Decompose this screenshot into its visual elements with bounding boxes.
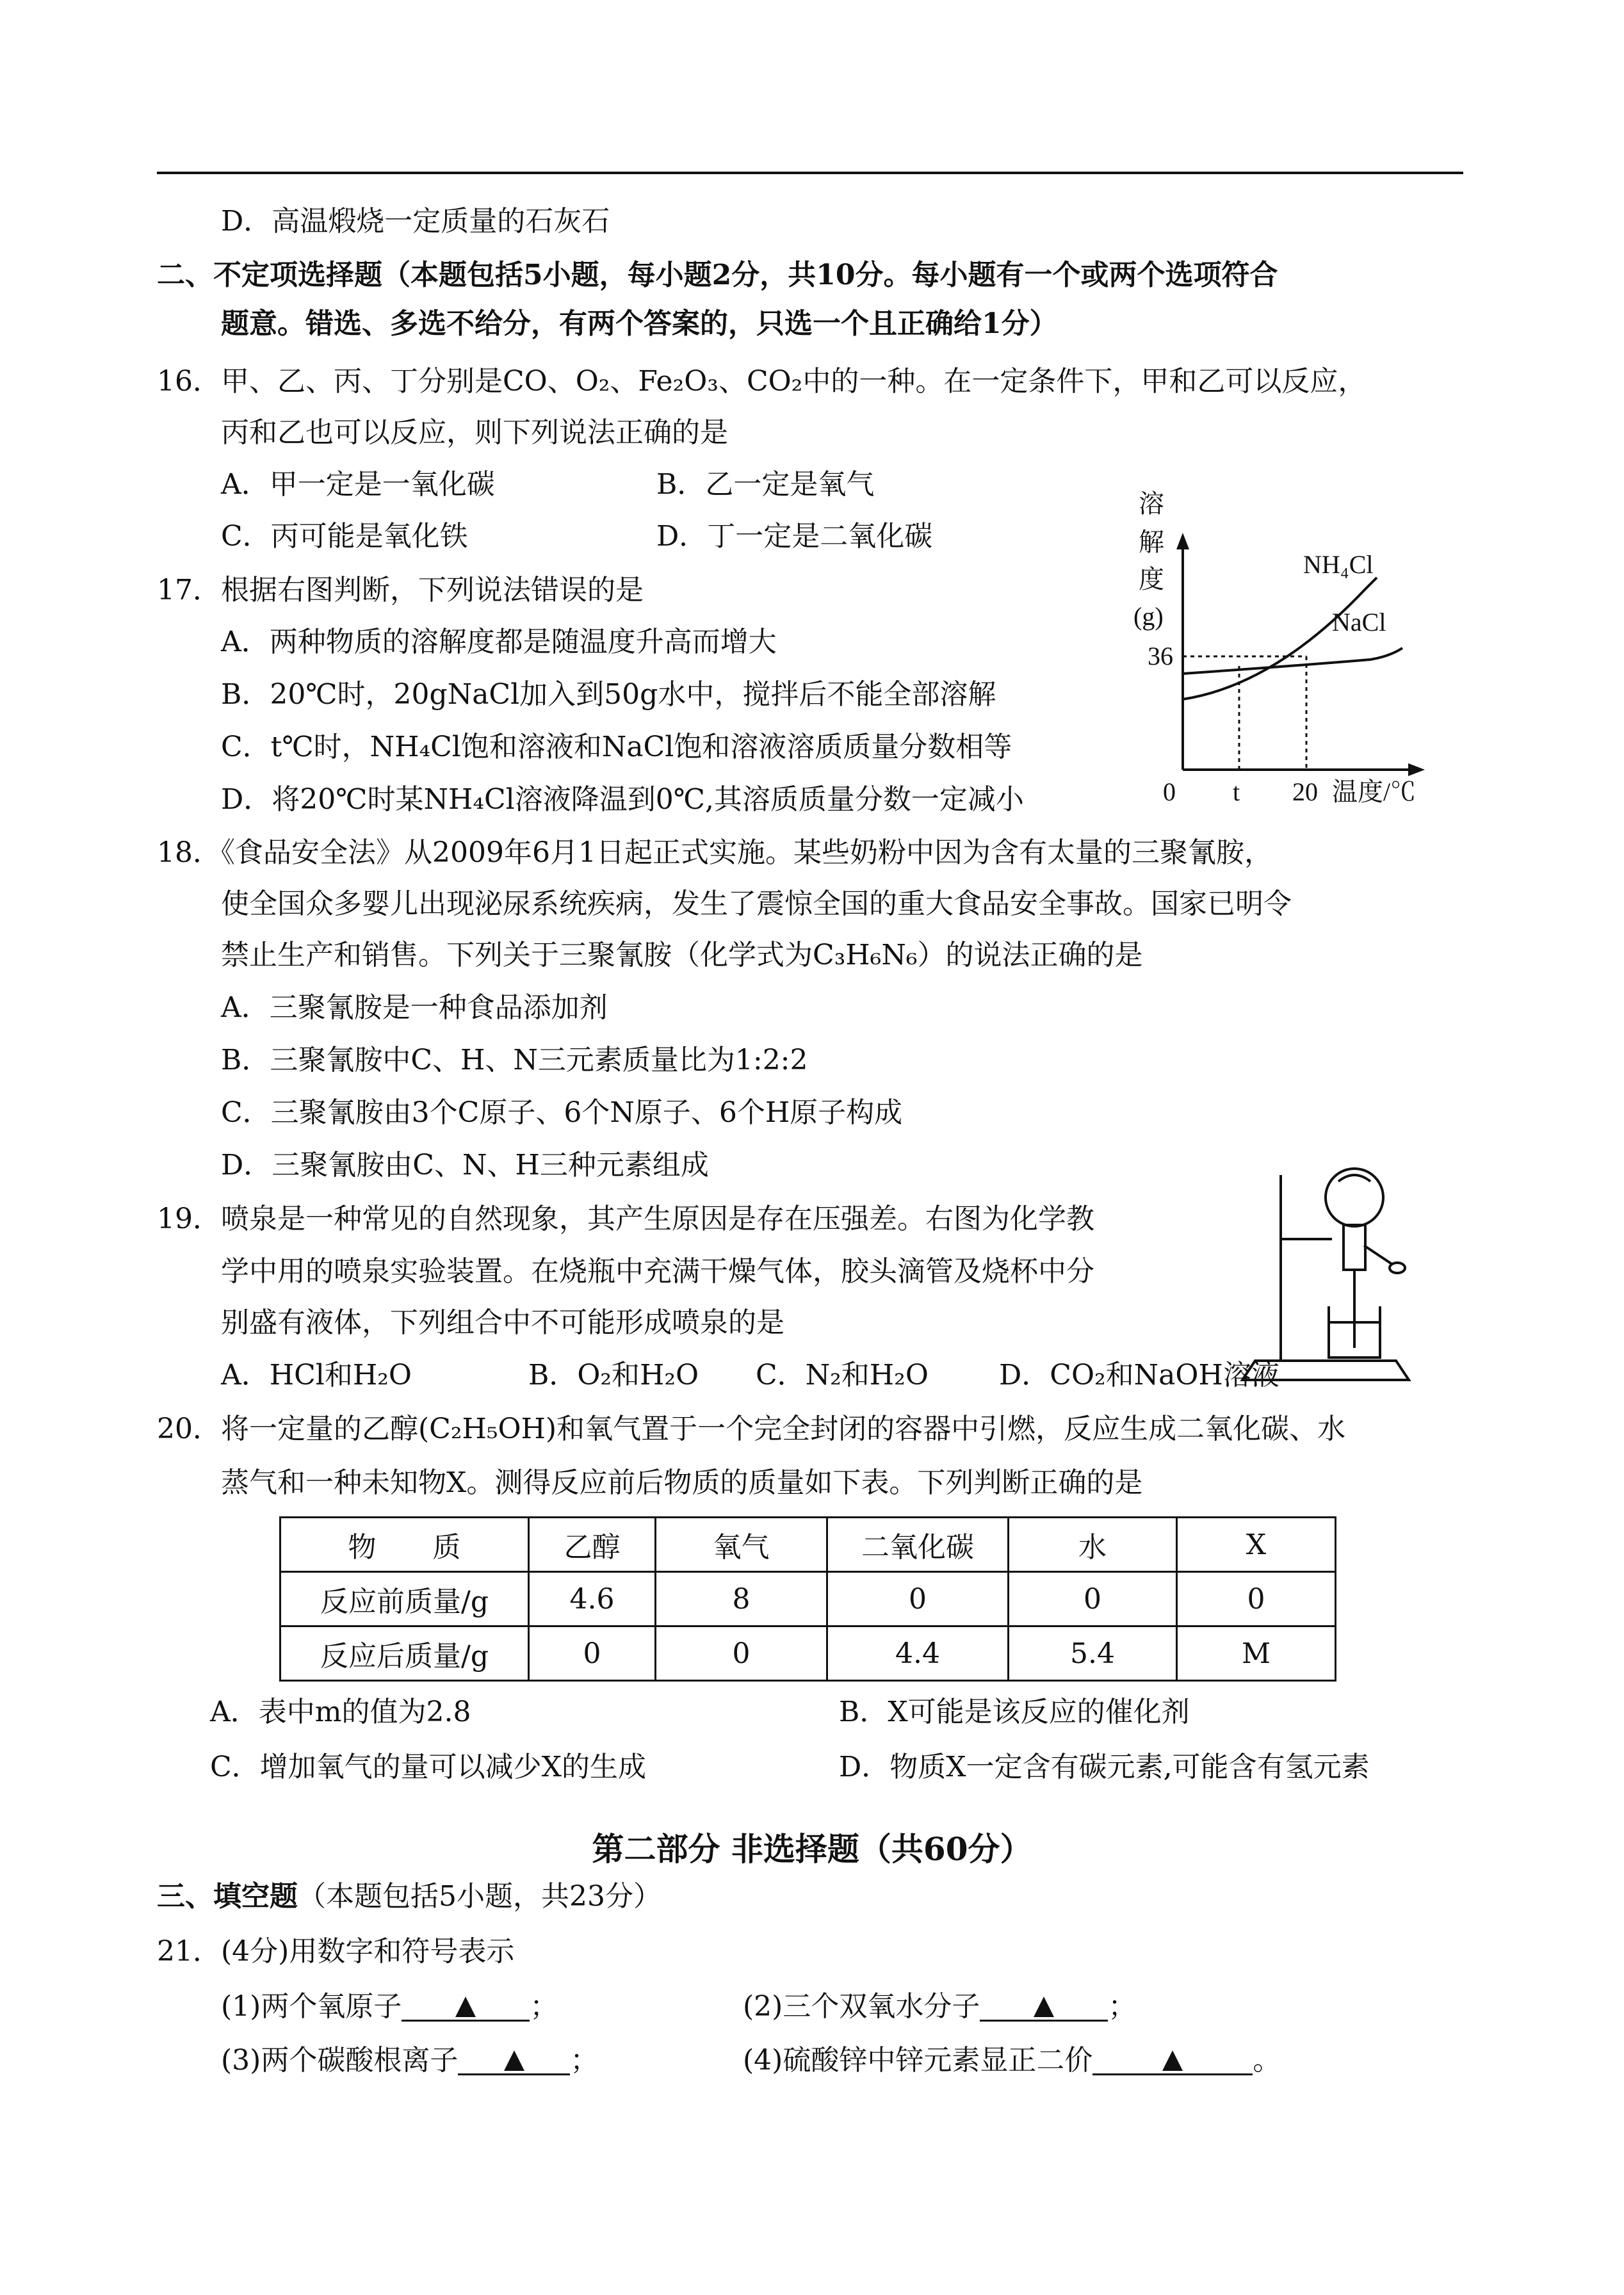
table-header-cell: X xyxy=(1177,1518,1336,1572)
q21-answer-blank-2[interactable] xyxy=(980,1988,1108,2022)
q19-option-b: B．O₂和H₂O xyxy=(528,1359,699,1391)
q19-option-d: D．CO₂和NaOH溶液 xyxy=(999,1359,1279,1391)
q18-option-c: C．三聚氰胺由3个C原子、6个N原子、6个H原子构成 xyxy=(221,1096,903,1129)
apparatus-dropper-bulb xyxy=(1390,1263,1405,1273)
q20-option-a: A．表中m的值为2.8 xyxy=(210,1696,471,1728)
graph-x-arrow xyxy=(1408,763,1425,776)
graph-x-tick-20: 20 xyxy=(1292,777,1318,806)
fountain-apparatus xyxy=(1236,1162,1422,1393)
q16-stem-cont: 丙和乙也可以反应，则下列说法正确的是 xyxy=(221,416,728,449)
q18-stem: 18．《食品安全法》从2009年6月1日起正式实施。某些奶粉中因为含有太量的三聚氰胺， xyxy=(157,836,1272,869)
q19-stem-cont2: 别盛有液体，下列组合中不可能形成喷泉的是 xyxy=(221,1306,784,1339)
apparatus-flask xyxy=(1326,1169,1383,1226)
semicolon: ； xyxy=(530,1990,558,2023)
section-2-heading-cont: 题意。错选、多选不给分，有两个答案的，只选一个且正确给1分） xyxy=(221,307,1058,340)
table-cell: 反应后质量/g xyxy=(280,1626,529,1681)
q21-item-2 xyxy=(743,1988,1136,2026)
q18-stem-cont2: 禁止生产和销售。下列关于三聚氰胺（化学式为C₃H₆N₆）的说法正确的是 xyxy=(221,939,1143,971)
table-cell: 0 xyxy=(656,1626,827,1681)
table-cell: 0 xyxy=(529,1626,656,1681)
table-cell: 0 xyxy=(827,1572,1009,1626)
graph-series-nacl: NaCl xyxy=(1332,608,1386,637)
q18-stem-cont: 使全国众多婴儿出现泌尿系统疾病，发生了震惊全国的重大食品安全事故。国家已明令 xyxy=(221,888,1292,920)
graph-series-nh4cl: NH₄Cl xyxy=(1303,550,1374,579)
table-header-cell: 氧气 xyxy=(656,1518,827,1572)
q21-item-3-label: (3)两个碳酸根离子 xyxy=(221,2044,459,2077)
graph-origin: 0 xyxy=(1163,777,1176,806)
q19-stem-cont: 学中用的喷泉实验装置。在烧瓶中充满干燥气体，胶头滴管及烧杯中分 xyxy=(221,1255,1094,1288)
graph-y-tick-36: 36 xyxy=(1148,642,1173,670)
period: 。 xyxy=(1253,2044,1281,2077)
graph-ylabel-4: (g) xyxy=(1133,602,1164,631)
q18-option-b: B．三聚氰胺中C、H、N三元素质量比为1:2:2 xyxy=(221,1044,808,1076)
q15-option-d: D．高温煅烧一定质量的石灰石 xyxy=(221,205,610,238)
table-cell: 0 xyxy=(1009,1572,1177,1626)
apparatus-flask-neck xyxy=(1344,1225,1365,1270)
q16-option-a: A．甲一定是一氧化碳 xyxy=(221,468,495,501)
table-row xyxy=(280,1572,1336,1626)
q20-option-c: C．增加氧气的量可以减少X的生成 xyxy=(210,1751,646,1783)
q20-option-b: B．X可能是该反应的催化剂 xyxy=(839,1696,1190,1728)
section-3-heading xyxy=(157,1877,662,1916)
part-2-title: 第二部分 非选择题（共60分） xyxy=(592,1830,1032,1868)
semicolon: ； xyxy=(570,2044,599,2077)
table-cell: 5.4 xyxy=(1009,1626,1177,1681)
semicolon: ； xyxy=(1108,1990,1137,2023)
q16-stem: 16．甲、乙、丙、丁分别是CO、O₂、Fe₂O₃、CO₂中的一种。在一定条件下，甲和乙可以反应， xyxy=(157,365,1367,398)
q17-option-d: D．将20℃时某NH₄Cl溶液降温到0℃,其溶质质量分数一定减小 xyxy=(221,783,1024,816)
q20-stem: 20．将一定量的乙醇(C₂H₅OH)和氧气置于一个完全封闭的容器中引燃，反应生成二氧化碳、水 xyxy=(157,1413,1346,1445)
q21-answer-blank-1[interactable] xyxy=(402,1988,530,2022)
triangle-icon xyxy=(1162,2050,1183,2071)
q19-option-a: A．HCl和H₂O xyxy=(221,1359,412,1391)
triangle-icon xyxy=(1034,1997,1054,2017)
apparatus-dropper xyxy=(1364,1245,1393,1265)
graph-ylabel-2: 解 xyxy=(1139,528,1164,556)
q18-option-d: D．三聚氰胺由C、N、H三种元素组成 xyxy=(221,1149,709,1181)
triangle-icon xyxy=(455,1997,476,2017)
q21-item-1-label: (1)两个氧原子 xyxy=(221,1990,402,2023)
q17-option-c: C．t℃时，NH₄Cl饱和溶液和NaCl饱和溶液溶质质量分数相等 xyxy=(221,731,1012,763)
q20-stem-cont: 蒸气和一种未知物X。测得反应前后物质的质量如下表。下列判断正确的是 xyxy=(221,1466,1143,1499)
top-rule xyxy=(157,172,1463,174)
q19-option-c: C．N₂和H₂O xyxy=(756,1359,929,1391)
solubility-graph xyxy=(1114,474,1447,820)
section-2-heading: 二、不定项选择题（本题包括5小题，每小题2分，共10分。每小题有一个或两个选项符合 xyxy=(157,259,1278,291)
q21-item-4-label: (4)硫酸锌中锌元素显正二价 xyxy=(743,2044,1093,2077)
q21-item-3 xyxy=(221,2041,598,2080)
q18-option-a: A．三聚氰胺是一种食品添加剂 xyxy=(221,991,608,1024)
q16-option-b: B．乙一定是氧气 xyxy=(656,468,875,501)
q21-item-4 xyxy=(743,2041,1281,2080)
graph-y-arrow xyxy=(1176,533,1189,549)
q17-stem: 17．根据右图判断，下列说法错误的是 xyxy=(157,574,644,606)
apparatus-base xyxy=(1242,1361,1409,1380)
q19-stem: 19．喷泉是一种常见的自然现象，其产生原因是存在压强差。右图为化学教 xyxy=(157,1203,1094,1235)
q17-option-a: A．两种物质的溶解度都是随温度升高而增大 xyxy=(221,626,777,658)
table-header-row xyxy=(280,1518,1336,1572)
mass-table xyxy=(279,1516,1336,1682)
table-cell: 反应前质量/g xyxy=(280,1572,529,1626)
q16-option-c: C．丙可能是氧化铁 xyxy=(221,520,468,553)
table-header-cell: 水 xyxy=(1009,1518,1177,1572)
graph-ylabel-1: 溶 xyxy=(1139,489,1164,518)
table-cell: 8 xyxy=(656,1572,827,1626)
graph-ylabel-3: 度 xyxy=(1139,565,1164,594)
q21-stem: 21．(4分)用数字和符号表示 xyxy=(157,1935,515,1968)
table-row xyxy=(280,1626,1336,1681)
table-header-cell: 物 质 xyxy=(280,1518,529,1572)
triangle-icon xyxy=(504,2050,524,2071)
graph-x-label: 温度/℃ xyxy=(1332,777,1417,806)
q21-answer-blank-3[interactable] xyxy=(458,2041,570,2075)
q17-option-b: B．20℃时，20gNaCl加入到50g水中，搅拌后不能全部溶解 xyxy=(221,678,996,711)
table-cell: 4.4 xyxy=(827,1626,1009,1681)
graph-x-tick-t: t xyxy=(1233,777,1240,806)
q21-item-1 xyxy=(221,1988,558,2026)
table-cell: 0 xyxy=(1177,1572,1336,1626)
graph-curve-nh4cl xyxy=(1183,578,1377,699)
section-3-heading-rest: （本题包括5小题，共23分） xyxy=(298,1880,662,1913)
section-3-heading-bold: 三、填空题 xyxy=(157,1880,298,1913)
table-cell: 4.6 xyxy=(529,1572,656,1626)
table-header-cell: 二氧化碳 xyxy=(827,1518,1009,1572)
apparatus-fountain-jet xyxy=(1338,1175,1370,1181)
q21-answer-blank-4[interactable] xyxy=(1092,2041,1253,2075)
q21-item-2-label: (2)三个双氧水分子 xyxy=(743,1990,980,2023)
q16-option-d: D．丁一定是二氧化碳 xyxy=(656,520,933,553)
table-header-cell: 乙醇 xyxy=(529,1518,656,1572)
table-cell: M xyxy=(1177,1626,1336,1681)
q20-option-d: D．物质X一定含有碳元素,可能含有氢元素 xyxy=(839,1751,1370,1783)
